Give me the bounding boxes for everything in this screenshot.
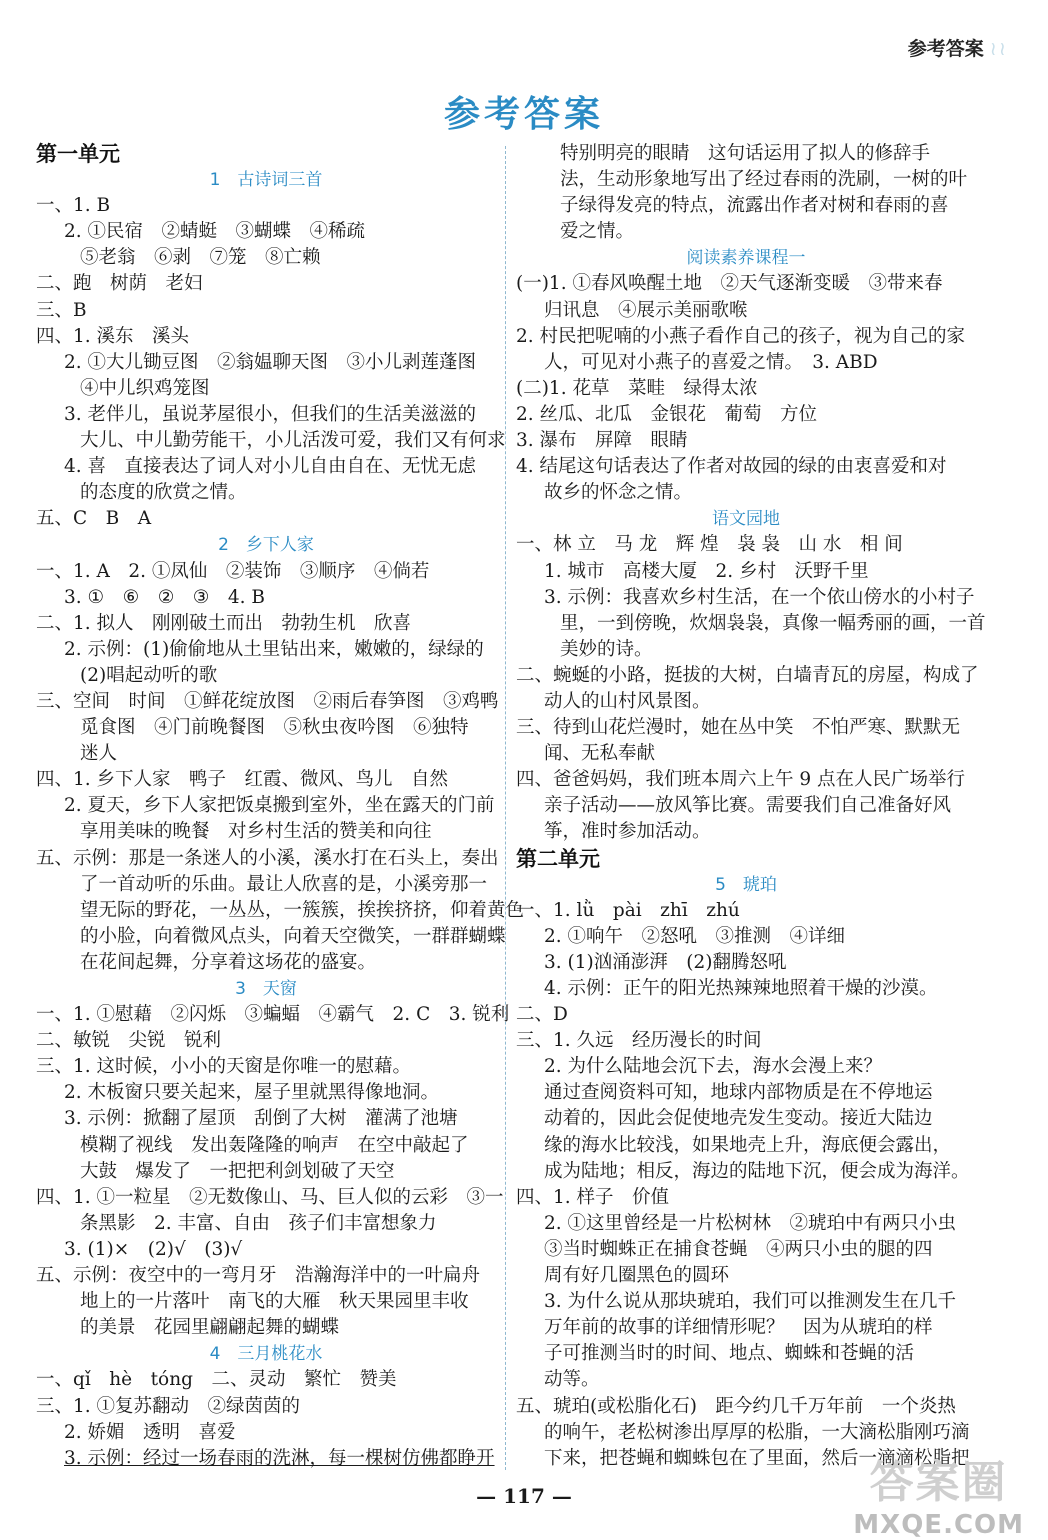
answer-line: 一、1. lǜ pài zhī zhú	[516, 899, 740, 921]
answer-line: 条黑影 2. 丰富、自由 孩子们丰富想象力	[80, 1212, 437, 1234]
answer-line: 缘的海水比较浅，如果地壳上升，海底便会露出，	[544, 1134, 952, 1156]
answer-line: 二、1. 拟人 刚刚破土而出 勃勃生机 欣喜	[36, 612, 412, 634]
unit-heading: 第一单元	[36, 142, 120, 166]
answer-line: 模糊了视线 发出轰隆隆的响声 在空中敲起了	[80, 1134, 469, 1156]
answer-line: 觅食图 ④门前晚餐图 ⑤秋虫夜吟图 ⑥独特	[80, 717, 469, 739]
right-column	[516, 141, 986, 1472]
answer-line: 归讯息 ④展示美丽歌喉	[544, 299, 748, 321]
unit-heading: 第二单元	[516, 846, 600, 871]
answer-line: 3. 瀑布 屏障 眼睛	[516, 430, 688, 452]
answer-line: 三、1. 久远 经历漫长的时间	[516, 1030, 762, 1052]
answer-line: 三、空间 时间 ①鲜花绽放图 ②雨后春笋图 ③鸡鸭	[36, 690, 499, 712]
page-title: 参考答案	[443, 94, 604, 135]
answer-line: 四、1. ①一粒星 ②无数像山、马、巨人似的云彩 ③一	[36, 1186, 504, 1208]
answer-line: 地上的一片落叶 南飞的大雁 秋天果园里丰收	[80, 1291, 469, 1313]
answer-line: 在花间起舞，分享着这场花的盛宴。	[80, 951, 377, 973]
answer-line: 大儿、中儿勤劳能干，小儿活泼可爱，我们又有何求	[80, 430, 506, 452]
answer-line: 子可推测当时的时间、地点、蜘蛛和苍蝇的活	[544, 1343, 915, 1365]
answer-line: 二、敏锐 尖锐 锐利	[36, 1030, 222, 1052]
answer-line: 五、琥珀(或松脂化石) 距今约几千万年前 一个炎热	[516, 1395, 956, 1417]
answer-line: 五、示例：夜空中的一弯月牙 浩瀚海洋中的一叶扁舟	[36, 1265, 481, 1287]
answer-line: 2. 村民把呢喃的小燕子看作自己的孩子，视为自己的家	[516, 325, 966, 347]
answer-line: 子绿得发亮的特点，流露出作者对树和春雨的喜	[560, 195, 949, 217]
watermark-url: MXQE.COM	[853, 1510, 1024, 1540]
answer-line: 人，可见对小燕子的喜爱之情。 3. ABD	[544, 351, 878, 373]
answer-line: 法，生动形象地写出了经过春雨的洗刷，一树的叶	[560, 169, 968, 191]
answer-line: 四、1. 样子 价值	[516, 1186, 670, 1208]
answer-line: 周有好几圈黑色的圆环	[544, 1265, 730, 1287]
answer-line: 四、1. 乡下人家 鸭子 红霞、微风、鸟儿 自然	[36, 769, 449, 791]
page-number: — 117 —	[476, 1484, 572, 1508]
answer-line: 二、跑 树荫 老妇	[36, 273, 203, 295]
answer-line: 美妙的诗。	[560, 638, 653, 660]
answer-line: (2)唱起动听的歌	[80, 664, 218, 686]
answer-line: 2. 夏天，乡下人家把饭桌搬到室外，坐在露天的门前	[64, 795, 495, 817]
answer-line: 3. (1)汹涌澎湃 (2)翻腾怒吼	[544, 951, 787, 973]
answer-line: 3. ① ⑥ ② ③ 4. B	[64, 586, 265, 608]
answer-line: 动等。	[544, 1369, 600, 1391]
section-heading: 阅读素养课程一	[686, 248, 806, 269]
answer-line: 2. ①这里曾经是一片松树林 ②琥珀中有两只小虫	[544, 1212, 957, 1234]
answer-line: 一、1. B	[36, 195, 111, 217]
watermark-logo	[853, 1446, 1024, 1540]
header-decoration-icon: ≀≀	[989, 38, 1008, 60]
section-heading: 4 三月桃花水	[209, 1344, 323, 1365]
answer-line: 3. 示例：经过一场春雨的洗淋，每一棵树仿佛都睁开	[64, 1447, 495, 1469]
answer-line: (一)1. ①春风唤醒土地 ②天气逐渐变暖 ③带来春	[516, 273, 943, 295]
answer-line: ③当时蜘蛛正在捕食苍蝇 ④两只小虫的腿的四	[544, 1238, 933, 1260]
answer-line: 特别明亮的眼睛 这句话运用了拟人的修辞手	[560, 143, 931, 164]
header-label: 参考答案	[907, 38, 984, 60]
section-heading: 5 琥珀	[715, 874, 777, 895]
answer-line: 的响午，老松树渗出厚厚的松脂，一大滴松脂刚巧滴	[544, 1421, 970, 1443]
answer-line: (二)1. 花草 菜畦 绿得太浓	[516, 377, 758, 399]
answer-line: 望无际的野花，一丛丛，一簇簇，挨挨挤挤，仰着黄色	[80, 899, 525, 921]
answer-line: 3. 示例：掀翻了屋顶 刮倒了大树 灌满了池塘	[64, 1108, 458, 1130]
answer-line: 动着的，因此会促使地壳发生变动。接近大陆边	[544, 1108, 933, 1130]
answer-line: 三、1. ①复苏翻动 ②绿茵茵的	[36, 1395, 301, 1417]
answer-line: 下来，把苍蝇和蜘蛛包在了里面，然后一滴滴松脂把	[544, 1447, 970, 1469]
answer-line: 2. 娇媚 透明 喜爱	[64, 1421, 236, 1443]
answer-line: 爱之情。	[560, 221, 635, 243]
answer-line: 迷人	[80, 743, 118, 765]
answer-line: 3. 老伴儿，虽说茅屋很小，但我们的生活美滋滋的	[64, 403, 477, 425]
answer-line: 2. ①大儿锄豆图 ②翁媪聊天图 ③小儿剥莲蓬图	[64, 351, 477, 373]
watermark-main: 答案圈	[869, 1457, 1008, 1508]
answer-line: 1. 城市 高楼大厦 2. 乡村 沃野千里	[544, 560, 869, 582]
answer-line: 的态度的欣赏之情。	[80, 482, 247, 504]
column-divider	[505, 146, 506, 1470]
answer-line: 五、C B A	[36, 508, 152, 530]
answer-line: 4. 示例：正午的阳光热辣辣地照着干燥的沙漠。	[544, 978, 938, 999]
answer-line: ④中儿织鸡笼图	[80, 377, 210, 399]
answer-line: 五、示例：那是一条迷人的小溪，溪水打在石头上，奏出	[36, 847, 499, 869]
left-column	[36, 141, 525, 1472]
section-heading: 语文园地	[712, 509, 780, 530]
answer-line: 筝，准时参加活动。	[544, 821, 711, 843]
answer-line: 三、1. 这时候，小小的天窗是你唯一的慰藉。	[36, 1056, 412, 1078]
answer-line: 亲子活动——放风筝比赛。需要我们自己准备好风	[544, 795, 952, 817]
answer-line: 2. 为什么陆地会沉下去，海水会漫上来？	[544, 1056, 883, 1078]
answer-line: 的美景 花园里翩翩起舞的蝴蝶	[80, 1317, 340, 1339]
answer-line: 动人的山村风景图。	[544, 690, 711, 712]
answer-line: 3. 示例：我喜欢乡村生活，在一个依山傍水的小村子	[544, 586, 975, 608]
answer-line: 故乡的怀念之情。	[544, 482, 693, 504]
answer-line: 通过查阅资料可知，地球内部物质是在不停地运	[544, 1082, 933, 1104]
section-heading: 3 天窗	[235, 979, 297, 999]
answer-line: 2. 丝瓜、北瓜 金银花 葡萄 方位	[516, 403, 818, 425]
answer-line: 3. 为什么说从那块琥珀，我们可以推测发生在几千	[544, 1291, 957, 1313]
answer-line: 2. 木板窗只要关起来，屋子里就黑得像地洞。	[64, 1082, 440, 1104]
answer-line: 大鼓 爆发了 一把把利剑划破了天空	[80, 1160, 395, 1182]
answer-line: 一、qǐ hè tóng 二、灵动 繁忙 赞美	[36, 1369, 397, 1391]
answer-line: 2. 示例：(1)偷偷地从土里钻出来，嫩嫩的，绿绿的	[64, 638, 484, 660]
answer-line: 2. ①民宿 ②蜻蜓 ③蝴蝶 ④稀疏	[64, 221, 366, 243]
page-header	[908, 34, 1008, 61]
answer-line: 四、1. 溪东 溪头	[36, 325, 190, 347]
answer-line: 的小脸，向着微风点头，向着天空微笑，一群群蝴蝶	[80, 925, 506, 947]
answer-line: 一、林 立 马 龙 辉 煌 袅 袅 山 水 相 间	[516, 534, 903, 556]
answer-line: 成为陆地；相反，海边的陆地下沉，便会成为海洋。	[544, 1160, 970, 1182]
answer-line: 闻、无私奉献	[544, 743, 656, 765]
answer-line: 享用美味的晚餐 对乡村生活的赞美和向往	[80, 821, 432, 843]
answer-line: 万年前的故事的详细情形呢？ 因为从琥珀的样	[544, 1317, 933, 1339]
answer-line: 二、蜿蜒的小路，挺拔的大树，白墙青瓦的房屋，构成了	[516, 664, 979, 686]
answer-line: 三、待到山花烂漫时，她在丛中笑 不怕严寒、默默无	[516, 717, 961, 739]
answer-line: 了一首动听的乐曲。最让人欣喜的是，小溪旁那一	[80, 873, 488, 895]
answer-line: ⑤老翁 ⑥剥 ⑦笼 ⑧亡赖	[80, 247, 321, 269]
answer-line: 2. ①响午 ②怒吼 ③推测 ④详细	[544, 925, 846, 947]
answer-line: 一、1. ①慰藉 ②闪烁 ③蝙蝠 ④霸气 2. C 3. 锐利	[36, 1004, 510, 1026]
section-heading: 2 乡下人家	[218, 535, 314, 556]
answer-line: 4. 喜 直接表达了词人对小儿自由自在、无忧无虑	[64, 456, 477, 478]
answer-line: 里，一到傍晚，炊烟袅袅，真像一幅秀丽的画，一首	[560, 612, 986, 634]
answer-line: 3. (1)× (2)√ (3)√	[64, 1238, 243, 1260]
section-heading: 1 古诗词三首	[209, 170, 323, 191]
answer-line: 三、B	[36, 299, 87, 321]
answer-line: 四、爸爸妈妈，我们班本周六上午 9 点在人民广场举行	[516, 769, 966, 791]
answer-line: 4. 结尾这句话表达了作者对故园的绿的由衷喜爱和对	[516, 456, 947, 478]
answer-line: 一、1. A 2. ①凤仙 ②装饰 ③顺序 ④倘若	[36, 560, 430, 582]
answer-line: 二、D	[516, 1004, 568, 1026]
